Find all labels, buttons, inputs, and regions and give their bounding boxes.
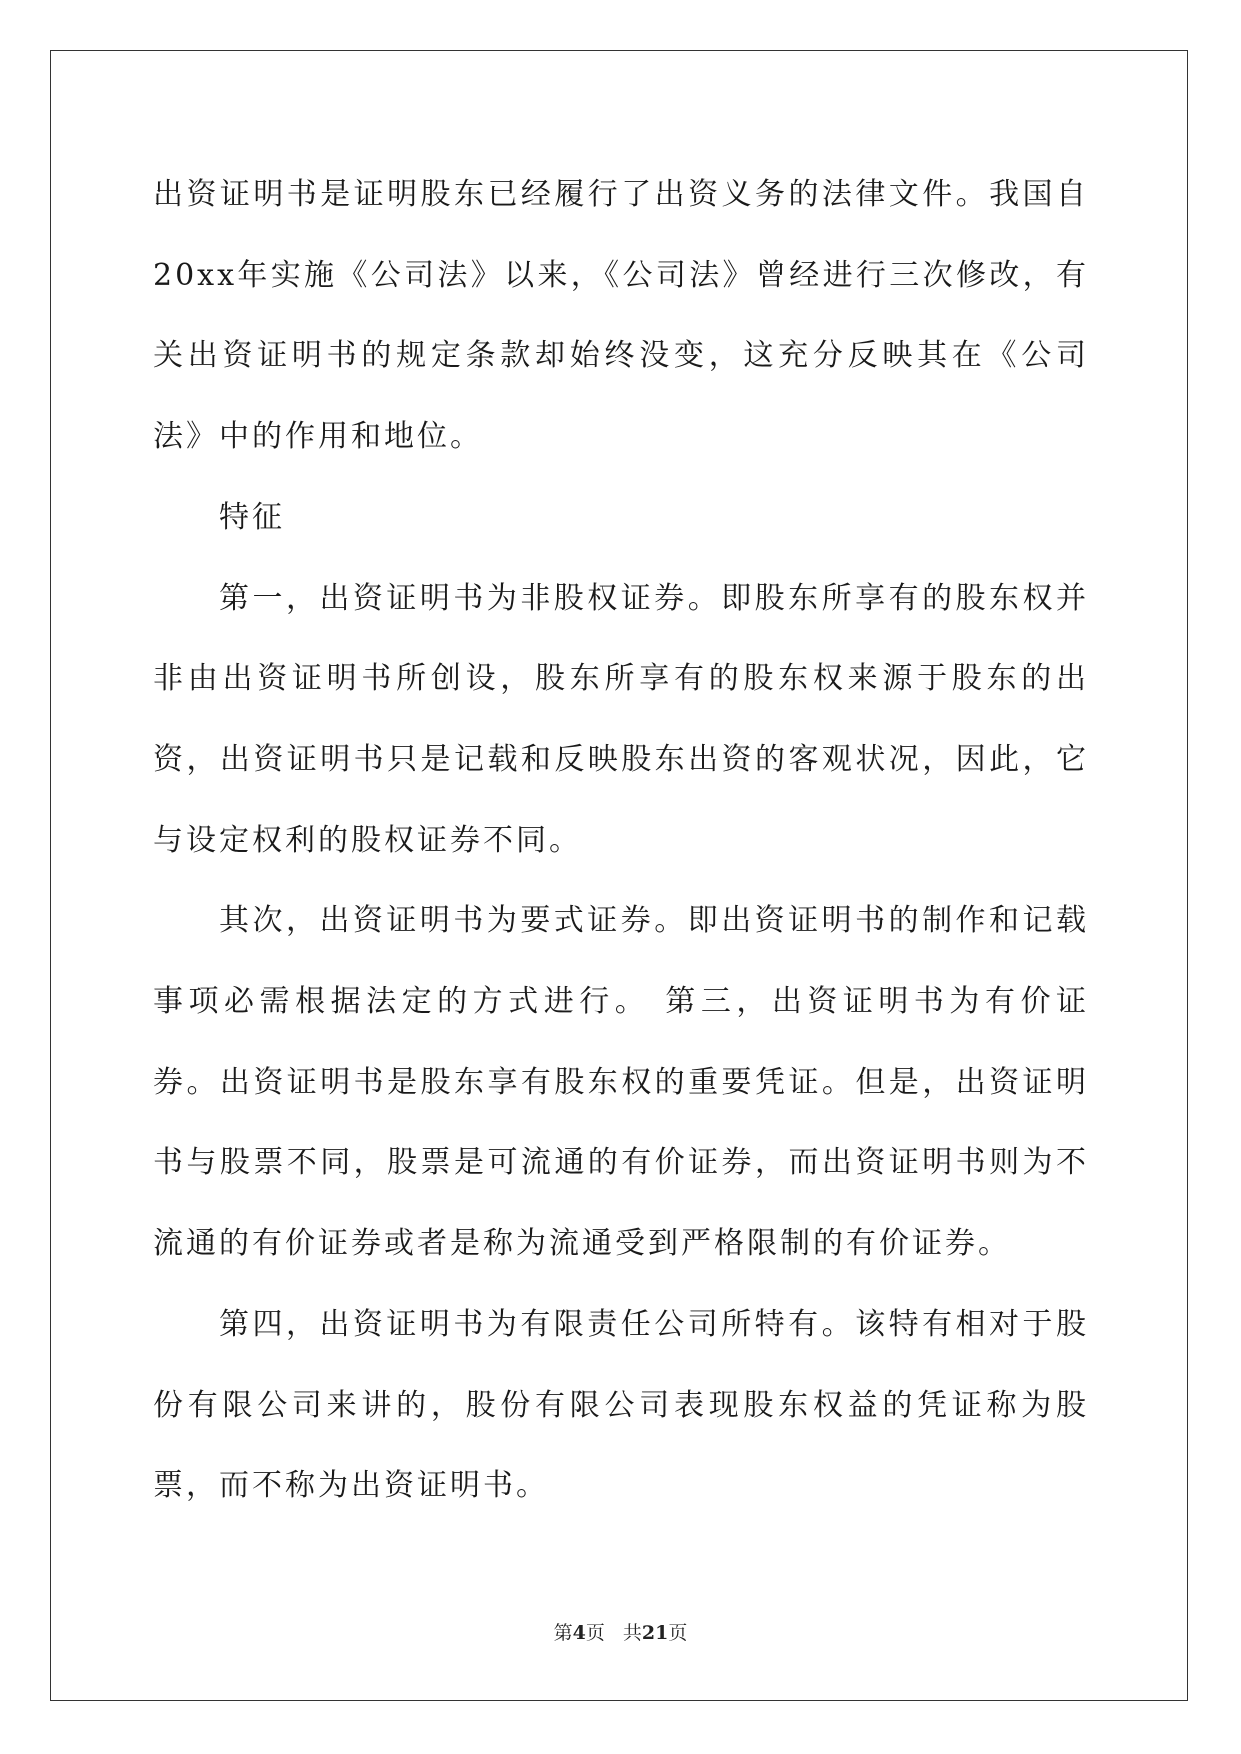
page-number: 4 — [572, 1622, 586, 1644]
document-body — [153, 155, 1089, 1527]
paragraph-feature-first: 第一，出资证明书为非股权证券。即股东所享有的股东权并非由出资证明书所创设，股东所享有的股东权来源于股东的出资，出资证明书只是记载和反映股东出资的客观状况，因此，它与设定权利的股权证券不同。 — [153, 580, 1089, 858]
paragraph-feature-fourth: 第四，出资证明书为有限责任公司所特有。该特有相对于股份有限公司来讲的，股份有限公司表现股东权益的凭证称为股票，而不称为出资证明书。 — [153, 1306, 1089, 1504]
page-footer — [0, 1618, 1241, 1645]
total-prefix: 共 — [622, 1622, 642, 1644]
total-pages: 21 — [641, 1622, 669, 1644]
paragraph-feature-second-third: 其次，出资证明书为要式证券。即出资证明书的制作和记载事项必需根据法定的方式进行。 第三，出资证明书为有价证券。出资证明书是股东享有股东权的重要凭证。但是，出资证明书与股票不同，股票是可流通的有价证券，而出资证明书则为不流通的有价证券或者是称为流通受到严格限制的有价证券。 — [153, 903, 1089, 1262]
page-prefix: 第 — [553, 1622, 573, 1644]
section-heading-features: 特征 — [219, 499, 285, 535]
page-suffix: 页 — [585, 1622, 605, 1644]
paragraph-intro: 出资证明书是证明股东已经履行了出资义务的法律文件。我国自20xx年实施《公司法》以来，《公司法》曾经进行三次修改，有关出资证明书的规定条款却始终没变，这充分反映其在《公司法》中的作用和地位。 — [153, 177, 1089, 455]
total-suffix: 页 — [668, 1622, 688, 1644]
